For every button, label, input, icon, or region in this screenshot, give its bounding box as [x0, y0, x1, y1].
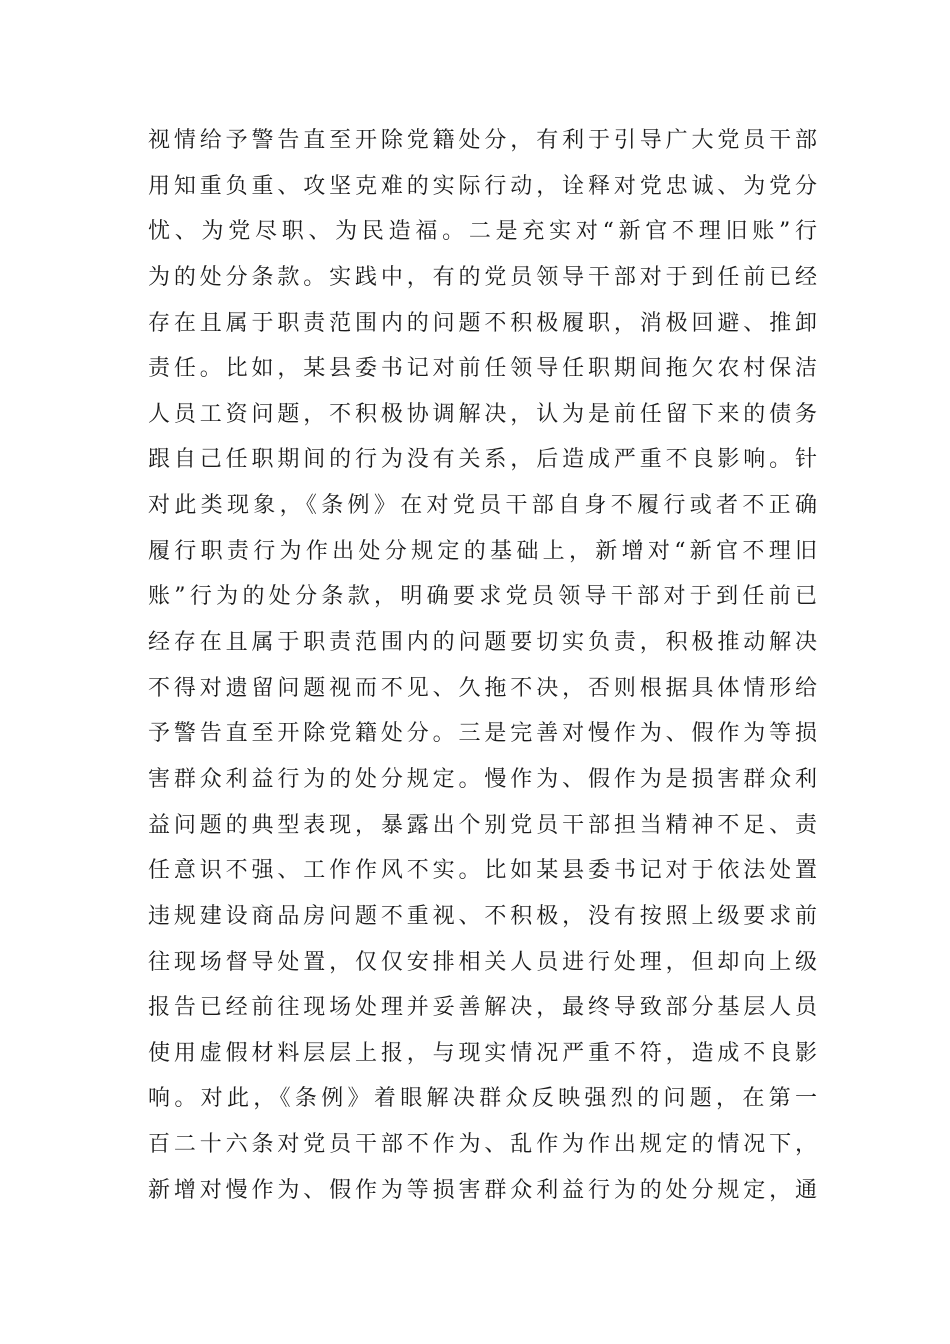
text-line: 响。对此，《条例》着眼解决群众反映强烈的问题，在第一: [148, 1086, 818, 1112]
text-line: 为的处分条款。实践中，有的党员领导干部对于到任前已经: [148, 264, 818, 290]
text-line: 存在且属于职责范围内的问题不积极履职，消极回避、推卸: [148, 310, 818, 336]
body-text: [148, 118, 818, 1213]
text-line: 跟自己任职期间的行为没有关系，后造成严重不良影响。针: [148, 447, 818, 473]
text-line: 报告已经前往现场处理并妥善解决，最终导致部分基层人员: [148, 995, 818, 1021]
text-line: 用知重负重、攻坚克难的实际行动，诠释对党忠诚、为党分: [148, 173, 818, 199]
text-line: 百二十六条对党员干部不作为、乱作为作出规定的情况下，: [148, 1132, 818, 1158]
text-line: 新增对慢作为、假作为等损害群众利益行为的处分规定，通: [148, 1177, 818, 1203]
text-line: 任意识不强、工作作风不实。比如某县委书记对于依法处置: [148, 858, 818, 884]
text-line: 履行职责行为作出处分规定的基础上，新增对“新官不理旧: [148, 538, 818, 564]
text-line: 经存在且属于职责范围内的问题要切实负责，积极推动解决: [148, 630, 818, 656]
text-line: 益问题的典型表现，暴露出个别党员干部担当精神不足、责: [148, 812, 818, 838]
text-line: 账”行为的处分条款，明确要求党员领导干部对于到任前已: [148, 584, 818, 610]
text-line: 人员工资问题，不积极协调解决，认为是前任留下来的债务: [148, 401, 818, 427]
text-line: 往现场督导处置，仅仅安排相关人员进行处理，但却向上级: [148, 949, 818, 975]
text-line: 不得对遗留问题视而不见、久拖不决，否则根据具体情形给: [148, 675, 818, 701]
text-line: 对此类现象，《条例》在对党员干部自身不履行或者不正确: [148, 493, 818, 519]
text-line: 予警告直至开除党籍处分。三是完善对慢作为、假作为等损: [148, 721, 818, 747]
text-line: 违规建设商品房问题不重视、不积极，没有按照上级要求前: [148, 903, 818, 929]
text-line: 使用虚假材料层层上报，与现实情况严重不符，造成不良影: [148, 1040, 818, 1066]
text-line: 责任。比如，某县委书记对前任领导任职期间拖欠农村保洁: [148, 356, 818, 382]
text-line: 忧、为党尽职、为民造福。二是充实对“新官不理旧账”行: [148, 219, 818, 245]
text-line: 害群众利益行为的处分规定。慢作为、假作为是损害群众利: [148, 766, 818, 792]
text-line: 视情给予警告直至开除党籍处分，有利于引导广大党员干部: [148, 128, 818, 153]
